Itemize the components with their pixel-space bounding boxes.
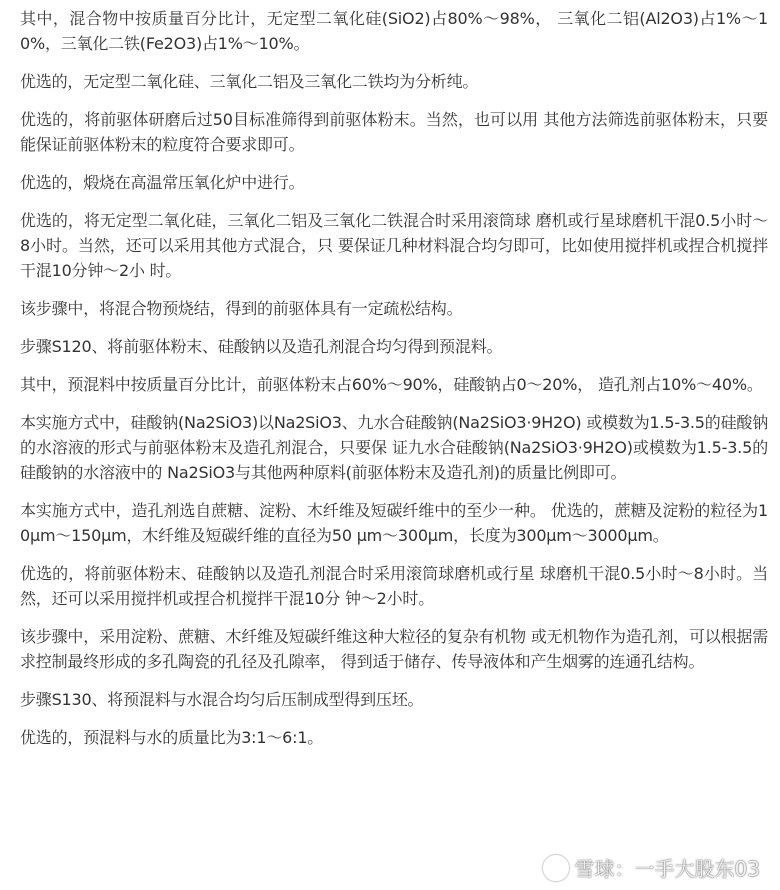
paragraph-purity: 优选的，无定型二氧化硅、三氧化二铝及三氧化二铁均为分析纯。 (20, 72, 479, 91)
paragraph-step-s120: 步骤S120、将前驱体粉末、硅酸钠以及造孔剂混合均匀得到预混料。 (20, 337, 503, 356)
paragraph-composition: 其中，混合物中按质量百分比计，无定型二氧化硅(SiO2)占80%～98%， 三氧化二铝(Al2O3)占1%～10%，三氧化二铁(Fe2O3)占1%～10%。 (20, 9, 768, 53)
paragraph-calcination: 优选的，煅烧在高温常压氧化炉中进行。 (20, 173, 305, 192)
paragraph-pre-sintering: 该步骤中，将混合物预烧结，得到的前驱体具有一定疏松结构。 (20, 299, 463, 318)
paragraph-ball-milling: 优选的，将前驱体粉末、硅酸钠以及造孔剂混合时采用滚筒球磨机或行星 球磨机干混0.5小时～8小时。当然，还可以采用搅拌机或捏合机搅拌干混10分 钟～2小时。 (20, 564, 768, 608)
paragraph-premix-ratio: 其中，预混料中按质量百分比计，前驱体粉末占60%～90%，硅酸钠占0～20%， 造孔剂占10%～40%。 (20, 375, 763, 394)
watermark-text: 雪球：一手大股东03 (574, 857, 760, 881)
paragraph-pore-former: 本实施方式中，造孔剂选自蔗糖、淀粉、木纤维及短碳纤维中的至少一种。 优选的，蔗糖及淀粉的粒径为10μm～150μm，木纤维及短碳纤维的直径为50 μm～300μm，长度为300μm～3000μm。 (20, 501, 768, 545)
paragraph-pore-structure: 该步骤中，采用淀粉、蔗糖、木纤维及短碳纤维这种大粒径的复杂有机物 或无机物作为造孔剂，可以根据需求控制最终形成的多孔陶瓷的孔径及孔隙率， 得到适于储存、传导液体和产生烟雾的连通孔结构。 (20, 627, 768, 671)
paragraph-water-ratio: 优选的，预混料与水的质量比为3:1～6:1。 (20, 728, 324, 747)
paragraph-step-s130: 步骤S130、将预混料与水混合均匀后压制成型得到压坯。 (20, 690, 424, 709)
paragraph-grinding: 优选的，将前驱体研磨后过50目标准筛得到前驱体粉末。当然，也可以用 其他方法筛选前驱体粉末，只要能保证前驱体粉末的粒度符合要求即可。 (20, 110, 768, 154)
paragraph-dry-mixing: 优选的，将无定型二氧化硅，三氧化二铝及三氧化二铁混合时采用滚筒球 磨机或行星球磨机干混0.5小时～8小时。当然，还可以采用其他方式混合，只 要保证几种材料混合均匀即可，比如使用搅拌机或捏合机搅拌干混10分钟～2小 时。 (20, 211, 768, 280)
paragraph-sodium-silicate: 本实施方式中，硅酸钠(Na2SiO3)以Na2SiO3、九水合硅酸钠(Na2SiO3·9H2O) 或模数为1.5-3.5的硅酸钠的水溶液的形式与前驱体粉末及造孔剂混合，只要保 证九水合硅酸钠(Na2SiO3·9H2O)或模数为1.5-3.5的硅酸钠的水溶液中的 Na2SiO3与其他两种原料(前驱体粉末及造孔剂)的质量比例即可。 (20, 413, 768, 482)
